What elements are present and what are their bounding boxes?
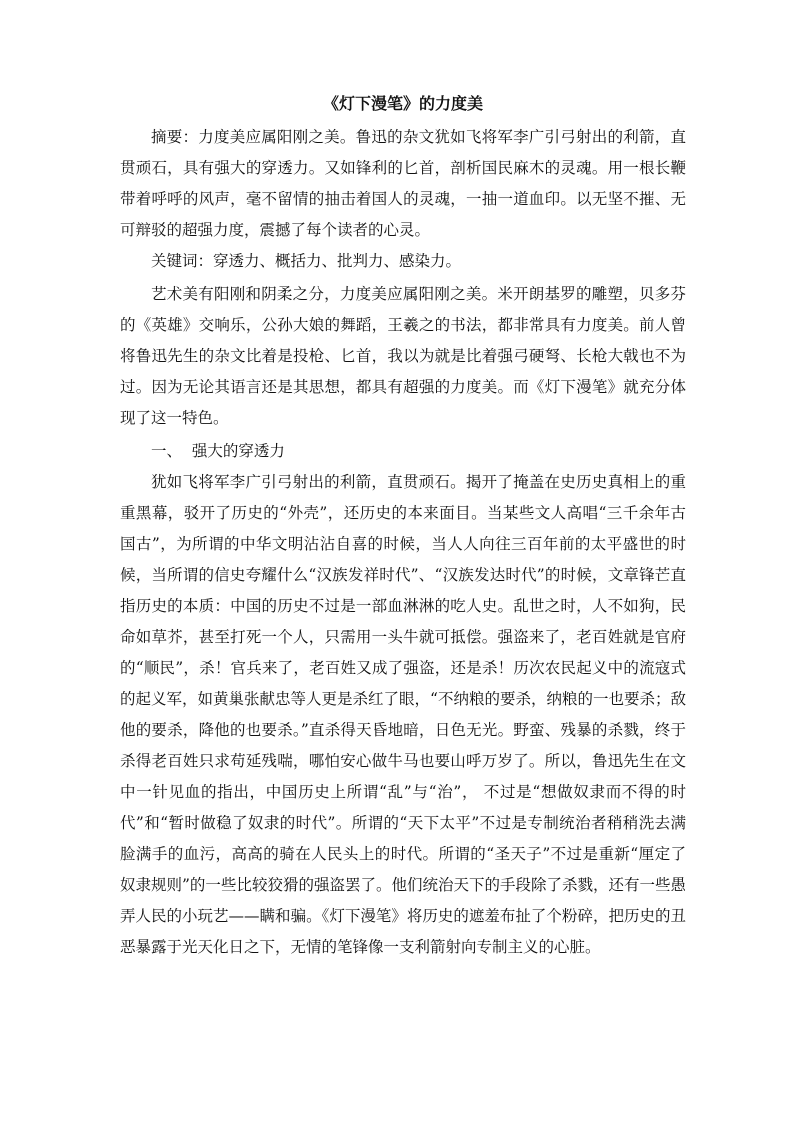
section-1-paragraph: 犹如飞将军李广引弓射出的利箭，直贯顽石。揭开了掩盖在史历史真相上的重重黑幕，驳开了历史的“外壳”，还历史的本来面目。当某些文人高唱“三千余年古国古”，为所谓的中华文明沾沾自喜的时候，当人人向往三百年前的太平盛世的时候，当所谓的信史夸耀什么“汉族发祥时代”、“汉族发达时代”的时候，文章锋芒直指历史的本质：中国的历史不过是一部血淋淋的吃人史。乱世之时，人不如狗，民命如草芥，甚至打死一个人，只需用一头牛就可抵偿。强盗来了，老百姓就是官府的“顺民”，杀！官兵来了，老百姓又成了强盗，还是杀！历次农民起义中的流寇式的起义军，如黄巢张献忠等人更是杀红了眼，“不纳粮的要杀，纳粮的一也要杀；敌他的要杀，降他的也要杀。”直杀得天昏地暗，日色无光。野蛮、残暴的杀戮，终于杀得老百姓只求苟延残喘，哪怕安心做牛马也要山呼万岁了。所以，鲁迅先生在文中一针见血的指出，中国历史上所谓“乱”与“治”， 不过是“想做奴隶而不得的时代”和“暂时做稳了奴隶的时代”。所谓的“天下太平”不过是专制统治者稍稍洗去满脸满手的血污，高高的骑在人民头上的时代。所谓的“圣天子”不过是重新“厘定了奴隶规则”的一些比较狡猾的强盗罢了。他们统治天下的手段除了杀戮，还有一些愚弄人民的小玩艺——瞒和骗。《灯下漫笔》将历史的遮羞布扯了个粉碎，把历史的丑恶暴露于光天化日之下，无情的笔锋像一支利箭射向专制主义的心脏。 (120, 473, 686, 956)
keywords-paragraph: 关键词：穿透力、概括力、批判力、感染力。 (151, 252, 462, 270)
document-body (120, 92, 686, 963)
document-title: 《灯下漫笔》的力度美 (322, 94, 483, 113)
abstract-paragraph: 摘要：力度美应属阳刚之美。鲁迅的杂文犹如飞将军李广引弓射出的利箭，直贯顽石，具有强大的穿透力。又如锋利的匕首，剖析国民麻木的灵魂。用一根长鞭带着呼呼的风声，毫不留情的抽击着国人的灵魂，一抽一道血印。以无坚不摧、无可辩驳的超强力度，震撼了每个读者的心灵。 (120, 128, 686, 239)
intro-paragraph: 艺术美有阳刚和阴柔之分，力度美应属阳刚之美。米开朗基罗的雕塑，贝多芬的《英雄》交响乐，公孙大娘的舞蹈，王羲之的书法，都非常具有力度美。前人曾将鲁迅先生的杂文比着是投枪、匕首，我以为就是比着强弓硬弩、长枪大戟也不为过。因为无论其语言还是其思想，都具有超强的力度美。而《灯下漫笔》就充分体现了这一特色。 (120, 285, 686, 427)
section-heading-1: 一、 强大的穿透力 (151, 442, 285, 460)
